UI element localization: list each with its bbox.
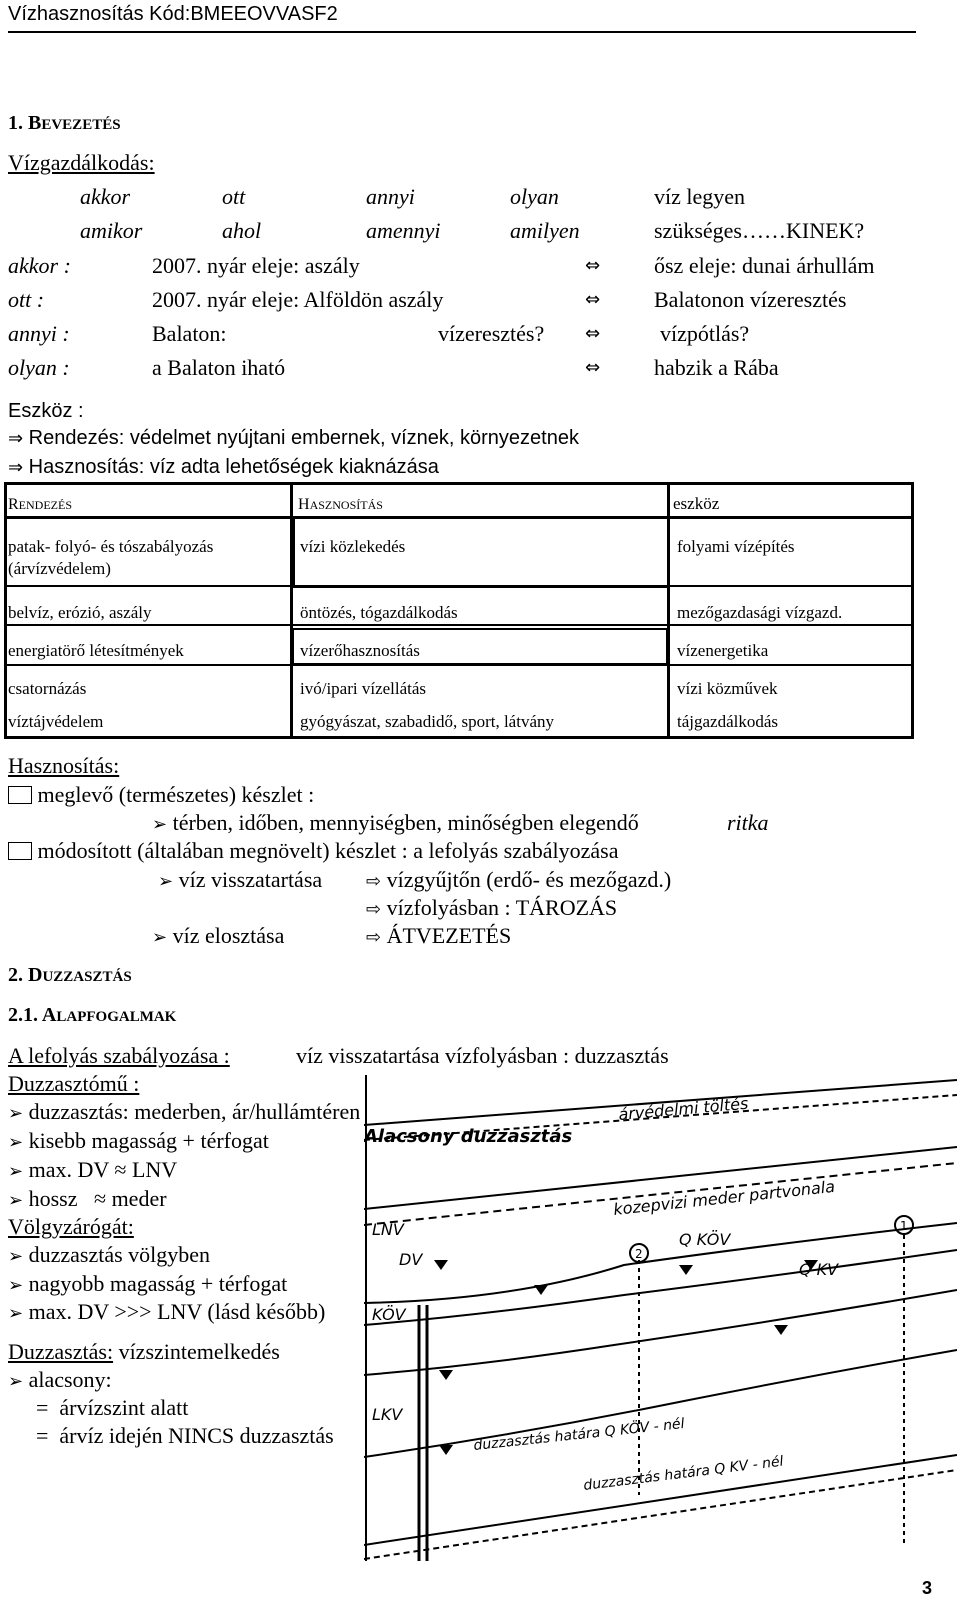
approx-icon: ≈ xyxy=(114,1157,127,1182)
vizgazd-r2-c5: szükséges……KINEK? xyxy=(654,218,865,243)
vizgazd-r1-c1: akkor xyxy=(80,184,131,209)
table-header-eszkoz: eszköz xyxy=(673,494,720,513)
double-arrow-icon: ⇔ xyxy=(585,289,601,310)
eszkoz-label: Eszköz : xyxy=(8,400,84,422)
example-left: 2007. nyár eleje: Alföldön aszály xyxy=(152,287,444,312)
table-cell: vízi közművek xyxy=(677,679,778,698)
volgyzarogat-item: ➢ nagyobb magasság + térfogat xyxy=(8,1271,288,1296)
label-hatar1: duzzasztás határa Q KÖV - nél xyxy=(472,1415,686,1454)
example-key-annyi: annyi : xyxy=(8,321,70,346)
example-right: habzik a Rába xyxy=(654,355,779,380)
hollow-arrow-icon: ⇨ xyxy=(366,899,382,920)
volgyzarogat-label: Völgyzárógát: xyxy=(8,1214,134,1239)
right-arrow-icon: ⇒ xyxy=(8,428,24,449)
hasznositas-sub: ➢ térben, időben, mennyiségben, minőségben elegendő xyxy=(152,810,639,835)
label-qkv: Q KV xyxy=(799,1260,839,1279)
vizgazd-r1-c3: annyi xyxy=(366,184,415,209)
example-left: a Balaton iható xyxy=(152,355,286,380)
double-arrow-icon: ⇔ xyxy=(585,323,601,344)
hasznositas-note: ritka xyxy=(727,810,769,835)
example-left: 2007. nyár eleje: aszály xyxy=(152,253,360,278)
example-mid: vízeresztés? xyxy=(438,321,545,346)
arrowhead-bullet-icon: ➢ xyxy=(152,814,168,835)
duzzasztomu-label: Duzzasztómű : xyxy=(8,1071,140,1096)
diagram-title: Alacsony duzzasztás xyxy=(364,1126,573,1147)
table-top-border xyxy=(4,482,914,485)
section-2-heading: 2. DUZZASZTÁS xyxy=(8,964,132,986)
hasznositas-item-text: módosított (általában megnövelt) készlet : a lefolyás szabályozása xyxy=(37,838,619,863)
hasznositas-sub-a: ➢ víz visszatartása xyxy=(158,867,323,892)
vizgazd-r2-c4: amilyen xyxy=(510,218,580,243)
example-left: Balaton: xyxy=(152,321,227,346)
vizgazd-r2-c1: amikor xyxy=(80,218,143,243)
table-cell: ivó/ipari vízellátás xyxy=(300,679,427,698)
section-1-heading xyxy=(8,112,121,135)
hasznositas-item-1 xyxy=(8,782,314,808)
table-cell: mezőgazdasági vízgazd. xyxy=(677,603,843,622)
eszkoz-item-text: Hasznosítás: víz adta lehetőségek kiaknázása xyxy=(28,456,439,478)
riverbank-line xyxy=(364,1163,957,1225)
duzzasztas-line: Duzzasztás: vízszintemelkedés xyxy=(8,1339,280,1364)
vizgazd-r1-c2: ott xyxy=(222,184,246,209)
document-header: Vízhasznosítás Kód:BMEEOVVASF2 xyxy=(8,3,338,25)
label-lkv: LKV xyxy=(372,1405,403,1424)
vizgazd-r2-c2: ahol xyxy=(222,218,262,243)
table-cell: folyami vízépítés xyxy=(677,537,795,556)
label-lnv: LNV xyxy=(372,1220,404,1239)
hasznositas-sub-b: ➢ víz elosztása xyxy=(152,923,285,948)
vizgazd-r1-c5: víz legyen xyxy=(654,184,746,209)
vizgazd-label: Vízgazdálkodás: xyxy=(8,150,155,175)
double-arrow-icon: ⇔ xyxy=(585,357,601,378)
arrowhead-bullet-icon: ➢ xyxy=(152,927,168,948)
table-cell: (árvízvédelem) xyxy=(8,559,111,578)
table-cell: víztájvédelem xyxy=(8,712,104,731)
duzzasztomu-item: ➢ max. DV ≈ LNV xyxy=(8,1157,178,1182)
table-cell: öntözés, tógazdálkodás xyxy=(300,603,458,622)
erase-box-icon xyxy=(8,842,32,860)
section-2-1-heading: 2.1. ALAPFOGALMAK xyxy=(8,1004,177,1026)
duzzasztas-alacsony: ➢ alacsony: xyxy=(8,1367,112,1392)
example-key-akkor: akkor : xyxy=(8,253,71,278)
heading-rest: EVEZETÉS xyxy=(41,117,121,133)
section-number: 1. xyxy=(8,112,28,134)
table-cell: tájgazdálkodás xyxy=(677,712,779,731)
table-bottom-border xyxy=(4,736,914,739)
table-row-border xyxy=(4,624,914,626)
kov-curve xyxy=(364,1290,957,1375)
table-cell: gyógyászat, szabadidő, sport, látvány xyxy=(300,712,554,731)
table-cell: vízerőhasznosítás xyxy=(300,641,420,660)
table-cell: energiatörő létesítmények xyxy=(8,641,184,660)
table-cell: vízenergetika xyxy=(677,641,769,660)
table-cell: patak- folyó- és tószabályozás xyxy=(8,537,214,556)
label-qkov: Q KÖV xyxy=(679,1230,731,1249)
example-right: vízpótlás? xyxy=(660,321,750,346)
example-right: Balatonon vízeresztés xyxy=(654,287,847,312)
table-cell: belvíz, erózió, aszály xyxy=(8,603,152,622)
right-arrow-icon: ⇒ xyxy=(8,457,24,478)
example-right: ősz eleje: dunai árhullám xyxy=(654,253,875,278)
label-meder: kozepvizi meder partvonala xyxy=(612,1176,836,1219)
volgyzarogat-item: ➢ duzzasztás völgyben xyxy=(8,1242,211,1267)
duzzasztomu-item: ➢ kisebb magasság + térfogat xyxy=(8,1128,269,1153)
approx-icon: ≈ xyxy=(93,1186,107,1211)
vizgazd-r2-c3: amennyi xyxy=(366,218,441,243)
table-right-border xyxy=(911,482,914,739)
hasznositas-item-text: meglevő (természetes) készlet : xyxy=(37,782,315,807)
duzzasztas-sub: = árvízszint alatt xyxy=(36,1395,189,1420)
page-number: 3 xyxy=(922,1578,933,1598)
hollow-arrow-icon: ⇨ xyxy=(366,927,382,948)
eszkoz-item-2 xyxy=(8,454,439,481)
label-arvedelmi: árvédelmi töltés xyxy=(617,1093,750,1124)
label-dv: DV xyxy=(399,1250,423,1269)
arrowhead-bullet-icon: ➢ xyxy=(158,871,174,892)
heading-cap: B xyxy=(28,112,42,134)
table-left-border xyxy=(4,482,7,739)
double-arrow-icon: ⇔ xyxy=(585,255,601,276)
label-kov: KÖV xyxy=(372,1305,406,1324)
erase-box-icon xyxy=(8,786,32,804)
hasznositas-sub-a1: ⇨ vízgyűjtőn (erdő- és mezőgazd.) xyxy=(366,867,672,892)
table-header-hasznositas: HASZNOSÍTÁS xyxy=(298,496,383,513)
lefolyas-text: víz visszatartása vízfolyásban : duzzasztás xyxy=(296,1043,669,1068)
duzzasztas-sub: = árvíz idején NINCS duzzasztás xyxy=(36,1423,334,1448)
table-cell: vízi közlekedés xyxy=(300,537,406,556)
marker-2: 2 xyxy=(635,1247,643,1261)
label-hatar2: duzzasztás határa Q KV - nél xyxy=(582,1453,785,1494)
hollow-arrow-icon: ⇨ xyxy=(366,871,382,892)
hasznositas-item-2 xyxy=(8,838,618,864)
table-header-rendezes: RENDEZÉS xyxy=(8,496,72,513)
hasznositas-sub-b1: ⇨ ÁTVEZETÉS xyxy=(366,923,512,948)
volgyzarogat-item: ➢ max. DV >>> LNV (lásd később) xyxy=(8,1299,326,1324)
vizgazd-r1-c4: olyan xyxy=(510,184,559,209)
duzzasztomu-item: ➢ duzzasztás: mederben, ár/hullámtéren xyxy=(8,1099,361,1124)
lefolyas-label: A lefolyás szabályozása : xyxy=(8,1043,230,1068)
eszkoz-item-text: Rendezés: védelmet nyújtani embernek, víznek, környezetnek xyxy=(28,427,579,449)
marker-1: 1 xyxy=(900,1219,908,1233)
hasznositas-sub-a2: ⇨ vízfolyásban : TÁROZÁS xyxy=(366,895,618,920)
dv-curve xyxy=(364,1250,957,1325)
example-key-ott: ott : xyxy=(8,287,45,312)
eszkoz-item-1 xyxy=(8,425,579,452)
low-weir-diagram xyxy=(364,1075,957,1561)
hasznositas-label: Hasznosítás: xyxy=(8,753,120,778)
duzzasztomu-item: ➢ hossz ≈ meder xyxy=(8,1186,167,1211)
header-rule xyxy=(8,31,916,33)
example-key-olyan: olyan : xyxy=(8,355,70,380)
table-cell: csatornázás xyxy=(8,679,87,698)
